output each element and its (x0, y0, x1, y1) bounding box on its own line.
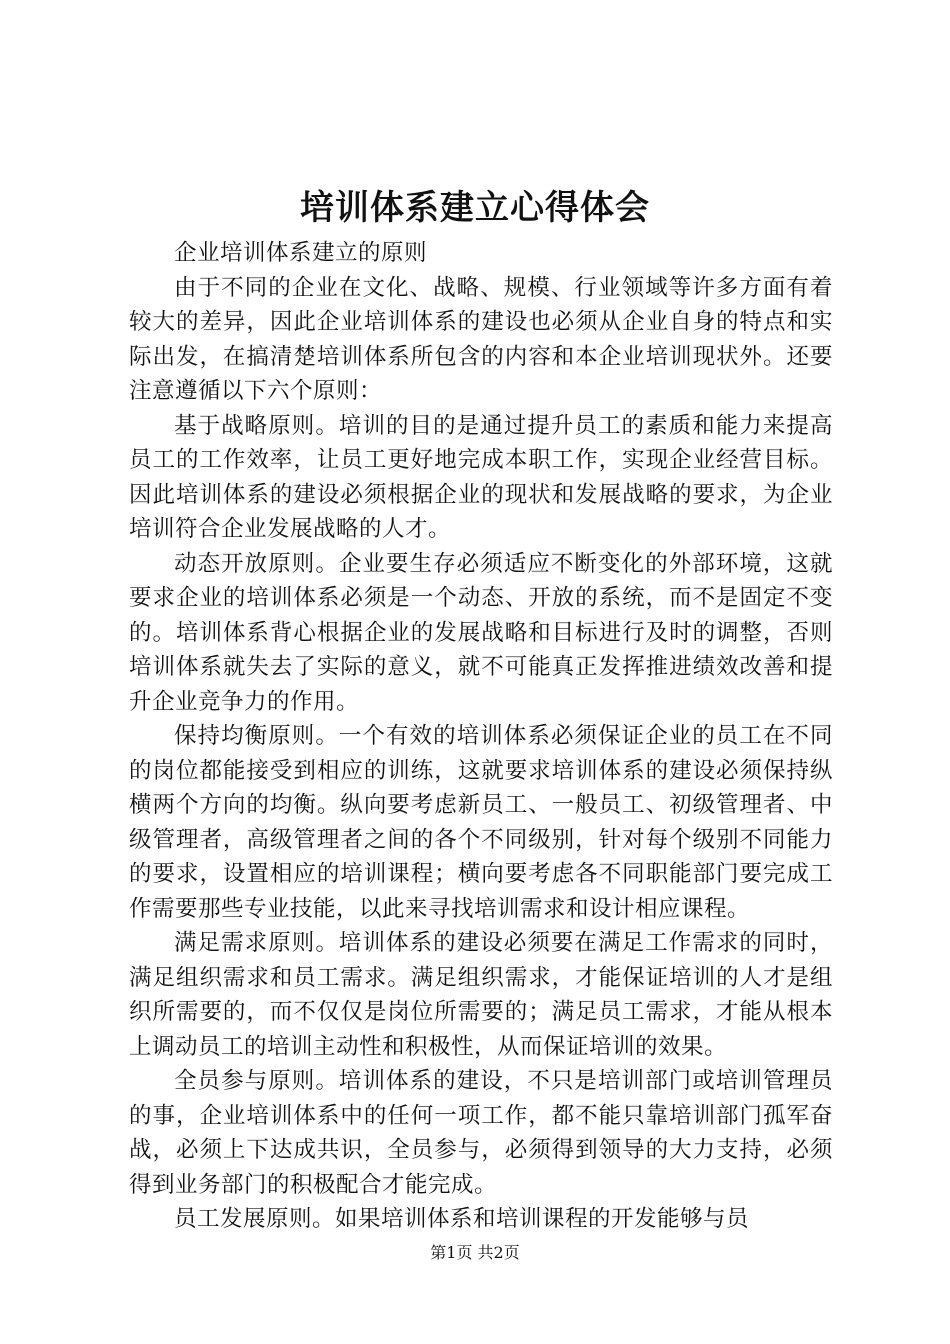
page-number-footer: 第1页 共2页 (430, 1243, 520, 1262)
document-body (129, 236, 833, 1237)
paragraph-intro: 由于不同的企业在文化、战略、规模、行业领域等许多方面有着较大的差异，因此企业培训体系的建设也必须从企业自身的特点和实际出发，在搞清楚培训体系所包含的内容和本企业培训现状外。还要注意遵循以下六个原则： (129, 274, 833, 404)
paragraph-balance-principle: 保持均衡原则。一个有效的培训体系必须保证企业的员工在不同的岗位都能接受到相应的训练，这就要求培训体系的建设必须保持纵横两个方向的均衡。纵向要考虑新员工、一般员工、初级管理者、中级管理者，高级管理者之间的各个不同级别，针对每个级别不同能力的要求，设置相应的培训课程；横向要考虑各不同职能部门要完成工作需要那些专业技能，以此来寻找培训需求和设计相应课程。 (129, 723, 833, 922)
paragraph-strategy-principle: 基于战略原则。培训的目的是通过提升员工的素质和能力来提高员工的工作效率，让员工更好地完成本职工作，实现企业经营目标。因此培训体系的建设必须根据企业的现状和发展战略的要求，为企业培训符合企业发展战略的人才。 (129, 412, 833, 542)
paragraph-dynamic-open-principle: 动态开放原则。企业要生存必须适应不断变化的外部环境，这就要求企业的培训体系必须是一个动态、开放的系统，而不是固定不变的。培训体系背心根据企业的发展战略和目标进行及时的调整，否则培训体系就失去了实际的意义，就不可能真正发挥推进绩效改善和提升企业竞争力的作用。 (129, 550, 833, 715)
paragraph-development-principle: 员工发展原则。如果培训体系和培训课程的开发能够与员 (174, 1206, 750, 1232)
paragraph-heading: 企业培训体系建立的原则 (174, 240, 428, 266)
paragraph-needs-principle: 满足需求原则。培训体系的建设必须要在满足工作需求的同时，满足组织需求和员工需求。满足组织需求，才能保证培训的人才是组织所需要的，而不仅仅是岗位所需要的；满足员工需求，才能从根本上调动员工的培训主动性和积极性，从而保证培训的效果。 (129, 930, 833, 1060)
document-title: 培训体系建立心得体会 (300, 188, 650, 228)
paragraph-participation-principle: 全员参与原则。培训体系的建设，不只是培训部门或培训管理员的事，企业培训体系中的任何一项工作，都不能只靠培训部门孤军奋战，必须上下达成共识，全员参与，必须得到领导的大力支持，必须得到业务部门的积极配合才能完成。 (129, 1068, 833, 1198)
